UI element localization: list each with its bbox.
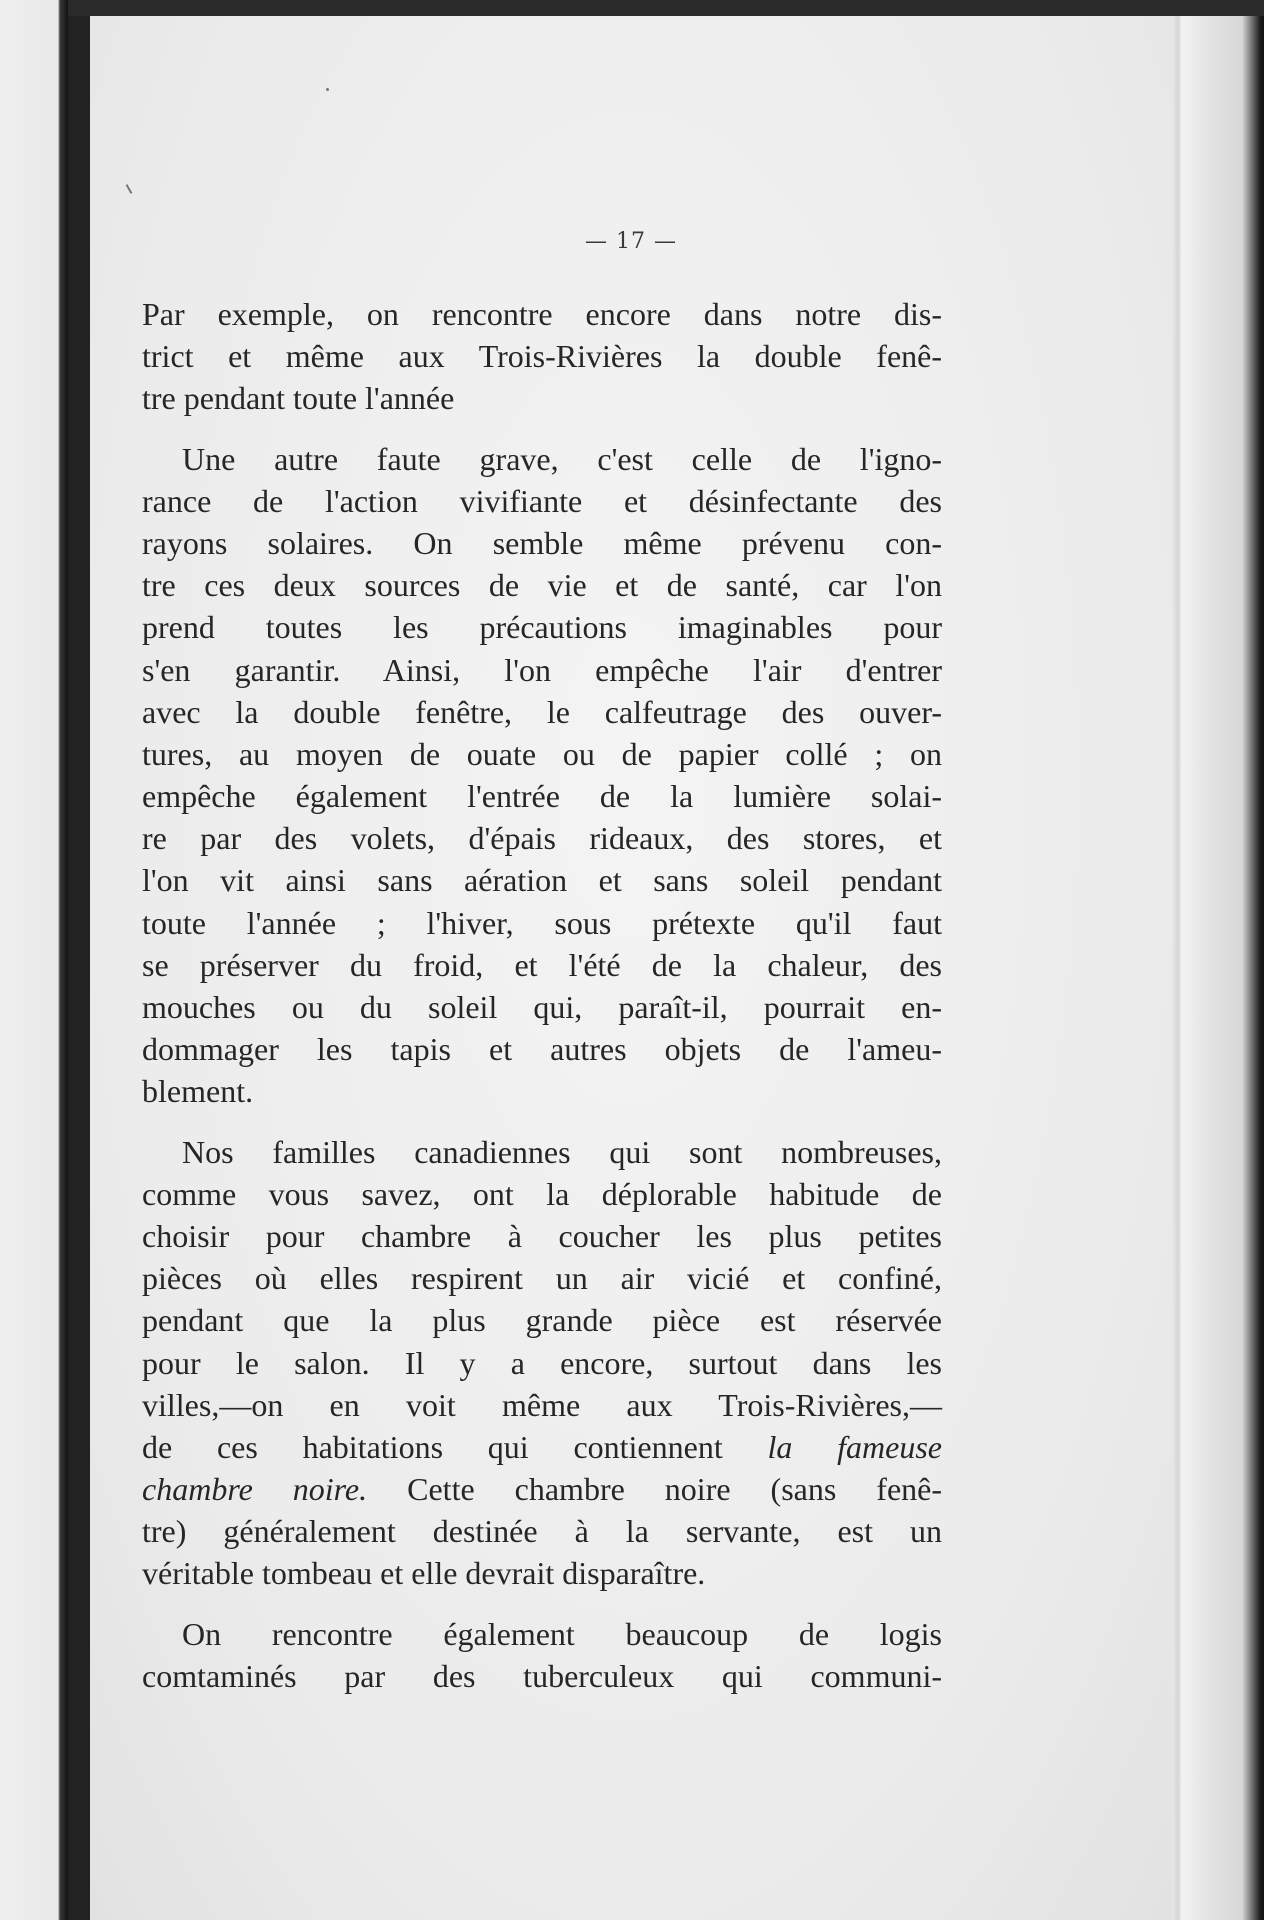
text-line: On rencontre également beaucoup de logis <box>182 1615 942 1652</box>
facing-page-edge <box>0 0 68 1920</box>
text-line: rance de l'action vivifiante et désinfectante des <box>142 482 942 519</box>
paragraph-3 <box>142 1131 942 1595</box>
text-line-with-italic <box>142 1468 942 1510</box>
text-segment: de ces habitations qui contiennent <box>142 1428 723 1465</box>
paragraph-2 <box>142 438 942 1113</box>
text-line: choisir pour chambre à coucher les plus petites <box>142 1217 942 1254</box>
text-line: dommager les tapis et autres objets de l'ameu- <box>142 1031 942 1068</box>
text-line: mouches ou du soleil qui, paraît-il, pourrait en- <box>142 989 942 1025</box>
text-line-with-italic <box>142 1426 942 1468</box>
book-page <box>90 16 1172 1920</box>
paragraph-4 <box>142 1613 942 1697</box>
text-line: se préserver du froid, et l'été de la chaleur, des <box>142 946 942 983</box>
text-line: tures, au moyen de ouate ou de papier collé ; on <box>142 735 942 772</box>
text-line: tre pendant toute l'année <box>142 380 455 417</box>
text-line: pendant que la plus grande pièce est réservée <box>142 1302 942 1339</box>
scan-top-border <box>0 0 1264 16</box>
paper-speck <box>126 184 133 194</box>
italic-phrase: la fameuse <box>767 1428 942 1465</box>
text-line: l'on vit ainsi sans aération et sans soleil pendant <box>142 862 942 899</box>
text-line: prend toutes les précautions imaginables pour <box>142 609 942 646</box>
text-line: comme vous savez, ont la déplorable habitude de <box>142 1175 942 1212</box>
text-line: pièces où elles respirent un air vicié et confiné, <box>142 1260 942 1297</box>
text-line: tre) généralement destinée à la servante, est un <box>142 1513 942 1550</box>
paper-speck <box>326 88 329 91</box>
italic-phrase: chambre noire. <box>142 1471 368 1508</box>
page-number: — 17 — <box>585 229 677 254</box>
text-line: blement. <box>142 1073 254 1110</box>
text-line: rayons solaires. On semble même prévenu con- <box>142 524 942 561</box>
text-line: tre ces deux sources de vie et de santé, car l'on <box>142 567 942 604</box>
text-line: s'en garantir. Ainsi, l'on empêche l'air d'entrer <box>142 651 942 688</box>
text-line: Par exemple, on rencontre encore dans notre dis- <box>142 296 942 332</box>
binding-gutter <box>68 16 90 1920</box>
text-segment: Cette chambre noire (sans fenê- <box>367 1471 943 1508</box>
text-line: villes,—on en voit même aux Trois-Rivières,— <box>142 1386 942 1423</box>
text-line: trict et même aux Trois-Rivières la double fenê- <box>142 338 942 375</box>
text-line: Nos familles canadiennes qui sont nombreuses, <box>182 1133 942 1170</box>
text-line: Une autre faute grave, c'est celle de l'igno- <box>182 440 942 477</box>
page-right-edge <box>1172 16 1264 1920</box>
text-line: pour le salon. Il y a encore, surtout dans les <box>142 1344 942 1381</box>
body-text <box>142 293 942 1715</box>
text-line: comtaminés par des tuberculeux qui communi- <box>142 1657 942 1694</box>
text-line: véritable tombeau et elle devrait disparaître. <box>142 1555 706 1592</box>
text-line: avec la double fenêtre, le calfeutrage des ouver- <box>142 693 942 730</box>
text-line: empêche également l'entrée de la lumière solai- <box>142 778 942 815</box>
text-line: re par des volets, d'épais rideaux, des stores, et <box>142 820 942 857</box>
paragraph-1 <box>142 293 942 420</box>
text-line: toute l'année ; l'hiver, sous prétexte qu'il faut <box>142 904 942 941</box>
